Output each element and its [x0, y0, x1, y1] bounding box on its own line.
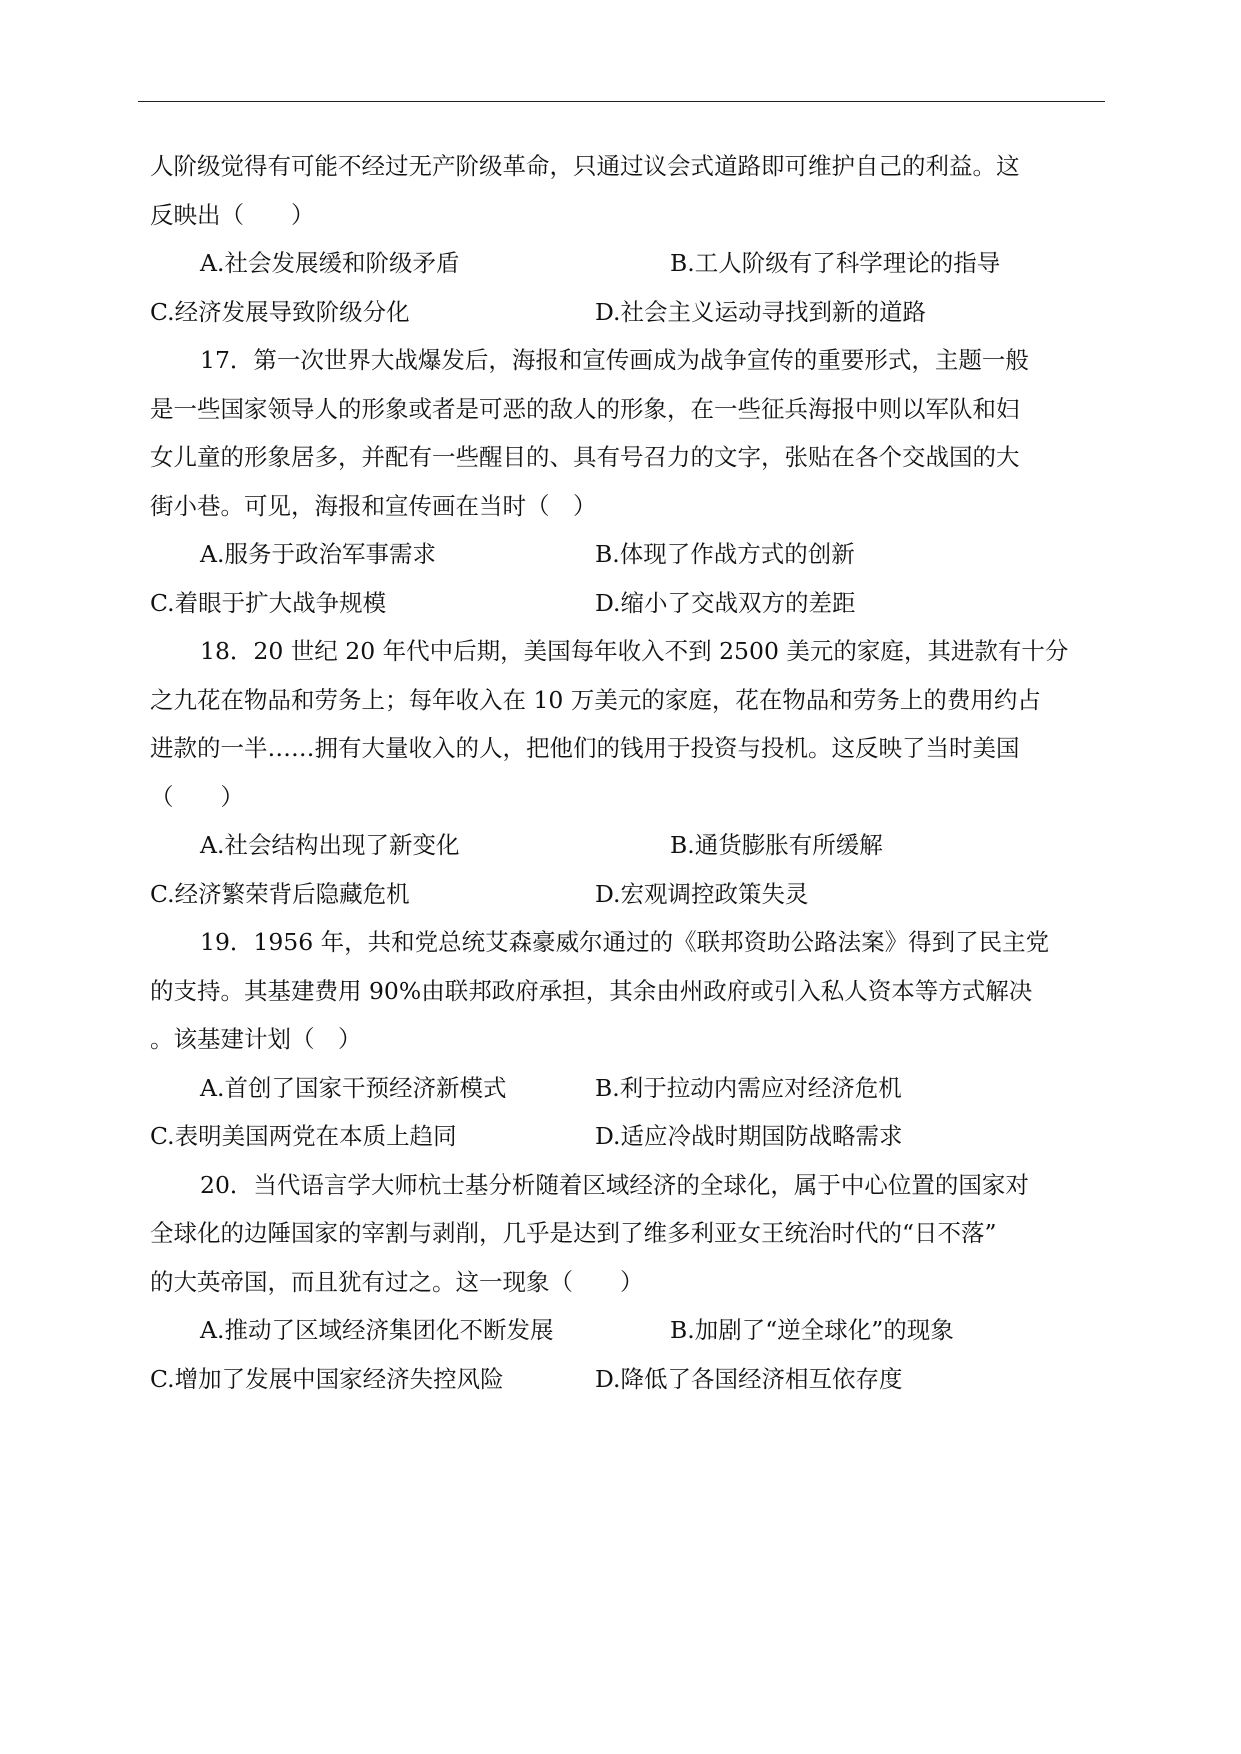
question-16: [150, 142, 1090, 336]
question-18-options-row-2: [150, 870, 1090, 919]
question-18-option-b[interactable]: B.通货膨胀有所缓解: [670, 831, 883, 859]
question-18-option-c[interactable]: C.经济繁荣背后隐藏危机: [150, 879, 410, 908]
question-16-stem-line-2: 反映出（ ）: [150, 200, 315, 229]
question-17-options-row-2: [150, 579, 1090, 628]
question-20-option-c[interactable]: C.增加了发展中国家经济失控风险: [150, 1364, 504, 1393]
question-20-option-a[interactable]: A.推动了区域经济集团化不断发展: [200, 1316, 554, 1344]
question-19-option-a[interactable]: A.首创了国家干预经济新模式: [200, 1073, 507, 1102]
question-19-stem-line-1: 19．1956 年，共和党总统艾森豪威尔通过的《联邦资助公路法案》得到了民主党: [200, 928, 1050, 956]
question-16-stem-line-1: 人阶级觉得有可能不经过无产阶级革命，只通过议会式道路即可维护自己的利益。这: [150, 152, 1020, 180]
question-16-options-row-2: [150, 288, 1090, 337]
question-18-options-row-1: [150, 821, 1090, 870]
question-17-stem-line-2: 是一些国家领导人的形象或者是可恶的敌人的形象，在一些征兵海报中则以军队和妇: [150, 394, 1020, 423]
header-rule: [138, 101, 1105, 102]
question-20-option-b[interactable]: B.加剧了“逆全球化”的现象: [670, 1316, 954, 1344]
exam-content: [150, 142, 1090, 1403]
question-17-stem-line-4: 街小巷。可见，海报和宣传画在当时（ ）: [150, 491, 597, 520]
question-18-stem-line-3: 进款的一半……拥有大量收入的人，把他们的钱用于投资与投机。这反映了当时美国: [150, 734, 1020, 762]
question-17-options-row-1: [150, 530, 1090, 579]
question-18-option-d[interactable]: D.宏观调控政策失灵: [595, 879, 809, 908]
question-17: [150, 336, 1090, 627]
question-20-stem-line-2: 全球化的边陲国家的宰割与剥削，几乎是达到了维多利亚女王统治时代的“日不落”: [150, 1219, 997, 1247]
question-17-option-b[interactable]: B.体现了作战方式的创新: [595, 540, 855, 568]
question-18-option-a[interactable]: A.社会结构出现了新变化: [200, 831, 460, 859]
question-16-option-c[interactable]: C.经济发展导致阶级分化: [150, 297, 410, 326]
question-16-options-row-1: [150, 239, 1090, 288]
question-20-option-d[interactable]: D.降低了各国经济相互依存度: [595, 1364, 903, 1393]
question-16-option-b[interactable]: B.工人阶级有了科学理论的指导: [670, 249, 1001, 277]
question-20-stem-line-3: 的大英帝国，而且犹有过之。这一现象（ ）: [150, 1267, 644, 1296]
question-18-stem-line-1: 18．20 世纪 20 年代中后期，美国每年收入不到 2500 美元的家庭，其进款有十分: [200, 637, 1069, 665]
question-18: [150, 627, 1090, 918]
question-17-stem-line-1: 17．第一次世界大战爆发后，海报和宣传画成为战争宣传的重要形式，主题一般: [200, 346, 1029, 374]
question-19-option-d[interactable]: D.适应冷战时期国防战略需求: [595, 1122, 903, 1150]
question-17-option-a[interactable]: A.服务于政治军事需求: [200, 540, 436, 568]
question-19-option-b[interactable]: B.利于拉动内需应对经济危机: [595, 1073, 902, 1102]
question-18-stem-line-2: 之九花在物品和劳务上；每年收入在 10 万美元的家庭，花在物品和劳务上的费用约占: [150, 685, 1041, 714]
question-19-option-c[interactable]: C.表明美国两党在本质上趋同: [150, 1122, 457, 1150]
question-16-option-a[interactable]: A.社会发展缓和阶级矛盾: [200, 249, 460, 277]
question-19-stem-line-2: 的支持。其基建费用 90%由联邦政府承担，其余由州政府或引入私人资本等方式解决: [150, 976, 1033, 1005]
question-16-option-d[interactable]: D.社会主义运动寻找到新的道路: [595, 297, 926, 326]
question-19-options-row-1: [150, 1064, 1090, 1113]
question-17-option-c[interactable]: C.着眼于扩大战争规模: [150, 588, 387, 617]
question-17-stem-line-3: 女儿童的形象居多，并配有一些醒目的、具有号召力的文字，张贴在各个交战国的大: [150, 443, 1020, 471]
question-17-option-d[interactable]: D.缩小了交战双方的差距: [595, 588, 856, 617]
question-19: [150, 918, 1090, 1161]
question-19-stem-line-3: 。该基建计划（ ）: [150, 1025, 362, 1053]
question-20-stem-line-1: 20．当代语言学大师杭士基分析随着区域经济的全球化，属于中心位置的国家对: [200, 1170, 1029, 1199]
question-20-options-row-2: [150, 1355, 1090, 1404]
question-20-options-row-1: [150, 1306, 1090, 1355]
question-20: [150, 1161, 1090, 1404]
question-19-options-row-2: [150, 1112, 1090, 1161]
question-18-stem-line-4: （ ）: [150, 782, 244, 811]
